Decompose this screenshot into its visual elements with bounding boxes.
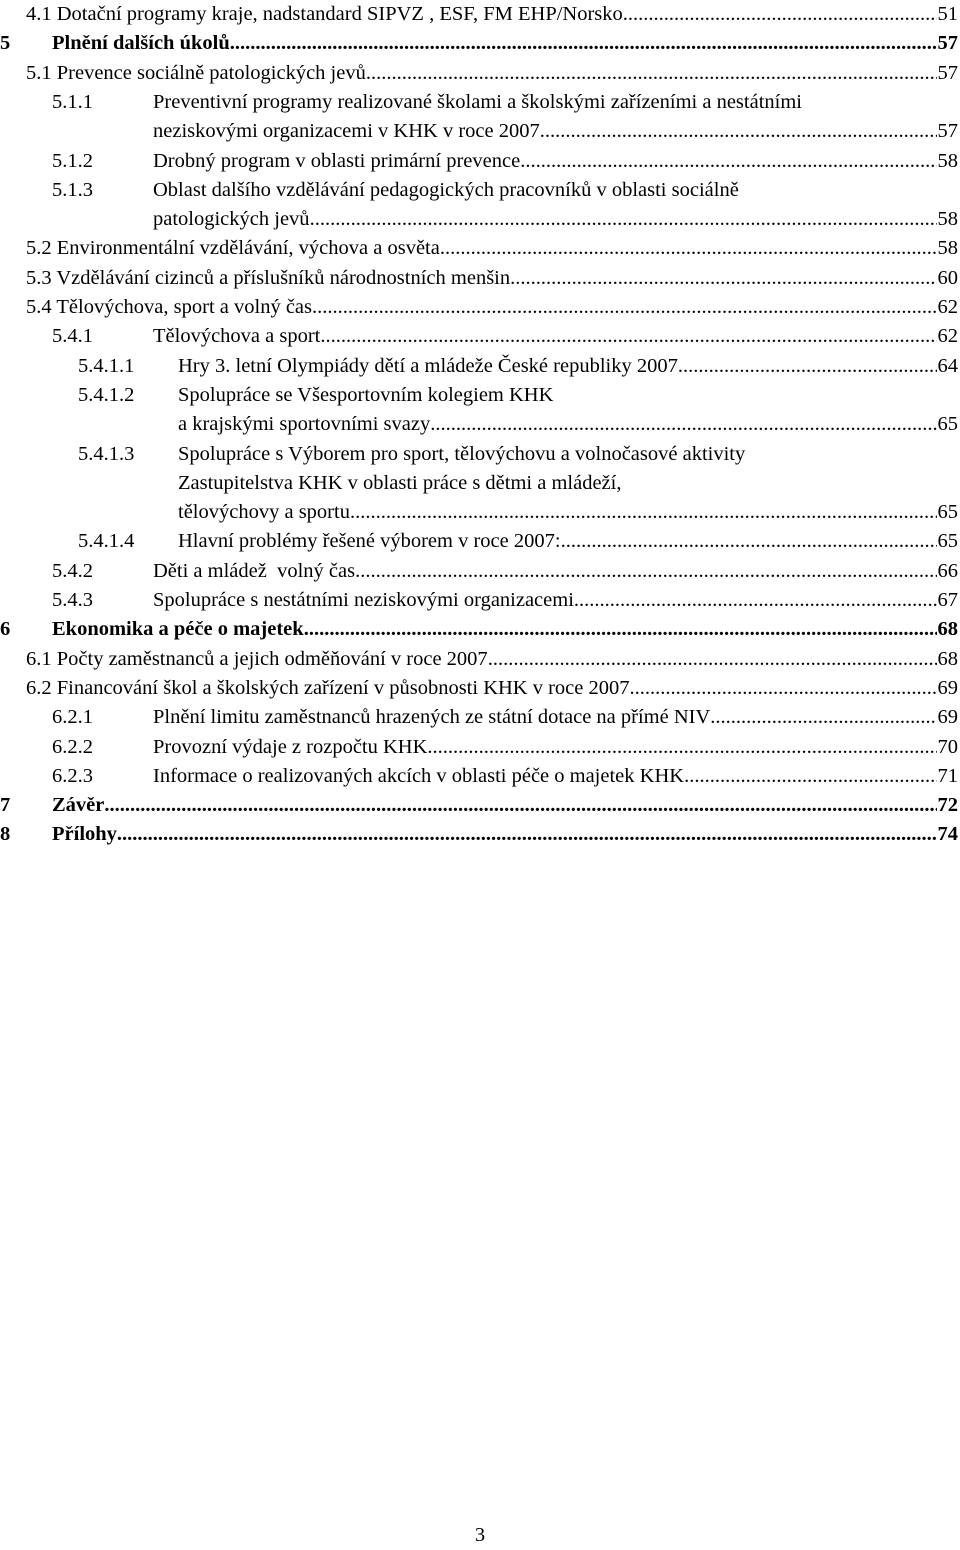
toc-dot-leader (510, 264, 936, 293)
toc-entry-number: 6 (0, 618, 11, 641)
toc-entry-title: Plnění limitu zaměstnanců hrazených ze státní dotace na přímé NIV (153, 706, 711, 729)
toc-entry[interactable] (0, 293, 960, 322)
toc-dot-leader (427, 733, 936, 762)
toc-entry[interactable] (0, 527, 960, 556)
toc-dot-leader (440, 234, 937, 263)
toc-entry-line (153, 176, 739, 205)
toc-page-number: 72 (937, 794, 958, 817)
toc-page-number: 68 (937, 647, 958, 670)
toc-dot-leader (623, 0, 937, 29)
toc-entry-line (26, 264, 958, 293)
toc-entry[interactable] (0, 674, 960, 703)
toc-page-number: 58 (937, 237, 958, 260)
toc-entry[interactable] (0, 234, 960, 263)
toc-dot-leader (574, 586, 937, 615)
toc-entry[interactable] (0, 29, 960, 58)
toc-dot-leader (540, 117, 937, 146)
toc-entry[interactable] (0, 733, 960, 762)
toc-entry-line (153, 117, 958, 146)
toc-dot-leader (312, 293, 937, 322)
toc-page-number: 69 (937, 706, 958, 729)
toc-entry[interactable] (0, 703, 960, 732)
toc-entry-line (153, 147, 958, 176)
toc-dot-leader (117, 820, 937, 849)
toc-page-number: 62 (937, 296, 958, 318)
toc-entry-number: 5.1.1 (52, 90, 93, 113)
toc-page-number: 67 (937, 589, 958, 611)
toc-entry-title: Ekonomika a péče o majetek (52, 618, 304, 641)
toc-entry-line (26, 0, 958, 29)
toc-entry-number: 8 (0, 823, 11, 846)
toc-page-number: 57 (937, 120, 958, 143)
toc-entry-line (178, 498, 958, 527)
toc-entry-title: 5.1 Prevence sociálně patologických jevů (26, 61, 366, 84)
toc-entry-line (153, 205, 958, 234)
toc-entry[interactable] (0, 557, 960, 586)
toc-entry-title: neziskovými organizacemi v KHK v roce 2007 (153, 120, 540, 143)
toc-entry-line (153, 322, 958, 351)
toc-entry-line (153, 733, 958, 762)
toc-dot-leader (320, 322, 936, 351)
toc-entry-line (153, 762, 958, 791)
toc-entry[interactable] (0, 791, 960, 820)
toc-entry[interactable] (0, 820, 960, 849)
toc-entry[interactable] (0, 615, 960, 644)
toc-entry-number: 5.4.1 (52, 325, 93, 348)
toc-entry-title: 5.4 Tělovýchova, sport a volný čas (26, 296, 312, 318)
toc-page-number: 57 (937, 32, 958, 55)
toc-entry-title: Spolupráce s nestátními neziskovými organizacemi (153, 589, 574, 611)
toc-page-number: 71 (937, 764, 958, 787)
toc-entry-title: 6.2 Financování škol a školských zařízení v působnosti KHK v roce 2007 (26, 676, 630, 699)
toc-entry-title: Spolupráce se Všesportovním kolegiem KHK (178, 383, 554, 406)
toc-entry-title: a krajskými sportovními svazy (178, 413, 431, 436)
toc-dot-leader (350, 498, 937, 527)
toc-entry-number: 7 (0, 794, 11, 817)
toc-entry-line (26, 234, 958, 263)
toc-entry-line (26, 645, 958, 674)
toc-entry-number: 5.4.1.4 (78, 530, 135, 553)
toc-dot-leader (430, 410, 936, 439)
toc-entry[interactable] (0, 322, 960, 351)
toc-page-number: 68 (937, 618, 958, 641)
toc-dot-leader (520, 147, 936, 176)
toc-entry-title: Preventivní programy realizované školami a školskými zařízeními a nestátními (153, 90, 802, 113)
toc-entry-title: Přílohy (52, 823, 117, 846)
toc-entry[interactable] (0, 586, 960, 615)
toc-page-number: 66 (937, 559, 958, 582)
toc-entry-title: Plnění dalších úkolů (52, 32, 230, 55)
toc-entry-number: 5.4.1.1 (78, 354, 135, 377)
toc-page-number: 69 (937, 676, 958, 699)
toc-entry-title: Provozní výdaje z rozpočtu KHK (153, 735, 428, 758)
toc-entry-line (178, 352, 958, 381)
toc-entry-title: Oblast dalšího vzdělávání pedagogických pracovníků v oblasti sociálně (153, 178, 739, 201)
toc-entry-line (153, 557, 958, 586)
toc-entry-title: Informace o realizovaných akcích v oblasti péče o majetek KHK (153, 764, 685, 787)
toc-entry-line (153, 586, 958, 615)
toc-entry-line (178, 410, 958, 439)
toc-page-number: 74 (937, 823, 958, 846)
toc-entry-number: 6.2.3 (52, 764, 93, 787)
toc-entry[interactable] (0, 762, 960, 791)
toc-entry-number: 5.4.2 (52, 559, 93, 582)
toc-entry-line (52, 820, 958, 849)
toc-page-number: 58 (937, 149, 958, 172)
toc-entry-number: 6.2.1 (52, 706, 93, 729)
toc-entry-title: Tělovýchova a sport (153, 325, 321, 348)
toc-dot-leader (710, 703, 936, 732)
toc-entry[interactable] (0, 147, 960, 176)
toc-entry-title: Drobný program v oblasti primární prevence (153, 149, 521, 172)
toc-entry-line (178, 440, 745, 469)
toc-entry-line (52, 615, 958, 644)
toc-entry[interactable] (0, 264, 960, 293)
toc-entry-title: Hlavní problémy řešené výborem v roce 2007: (178, 530, 561, 553)
toc-page-number: 51 (937, 3, 958, 25)
toc-entry-line (153, 88, 802, 117)
toc-entry-title: Spolupráce s Výborem pro sport, tělovýchovu a volnočasové aktivity (178, 442, 746, 465)
toc-entry-number: 6.2.2 (52, 735, 93, 758)
toc-entry-title: 4.1 Dotační programy kraje, nadstandard SIPVZ , ESF, FM EHP/Norsko (26, 3, 623, 25)
toc-entry[interactable] (0, 88, 960, 147)
toc-dot-leader (355, 557, 936, 586)
toc-page-number: 70 (937, 735, 958, 758)
toc-entry-title: patologických jevů (153, 208, 310, 231)
toc-page-number: 57 (937, 61, 958, 84)
toc-entry-line (178, 527, 958, 556)
toc-entry-number: 5.4.1.3 (78, 442, 135, 465)
toc-entry-title: Zastupitelstva KHK v oblasti práce s dětmi a mládeží, (178, 471, 622, 494)
toc-entry[interactable] (0, 440, 960, 528)
toc-entry[interactable] (0, 381, 960, 440)
toc-dot-leader (684, 762, 936, 791)
toc-entry-title: Děti a mládež volný čas (153, 559, 356, 582)
toc-entry-title: Hry 3. letní Olympiády dětí a mládeže České republiky 2007 (178, 354, 678, 377)
toc-dot-leader (104, 791, 936, 820)
toc-entry-line (178, 381, 553, 410)
toc-dot-leader (630, 674, 937, 703)
toc-entry[interactable] (0, 176, 960, 235)
toc-entry[interactable] (0, 645, 960, 674)
toc-entry-line (26, 674, 958, 703)
page-number: 3 (474, 1524, 486, 1546)
toc-page-number: 60 (937, 266, 958, 289)
toc-entry-line (26, 293, 958, 322)
toc-entry-line (178, 469, 621, 498)
toc-entry-number: 5.4.3 (52, 589, 93, 611)
toc-dot-leader (366, 59, 937, 88)
toc-entry-title: tělovýchovy a sportu (178, 501, 350, 524)
toc-dot-leader (230, 29, 937, 58)
toc-entry-number: 5 (0, 32, 11, 55)
toc-dot-leader (488, 645, 937, 674)
toc-page-number: 58 (937, 208, 958, 231)
toc-entry-number: 5.4.1.2 (78, 383, 135, 406)
toc-entry-line (52, 791, 958, 820)
toc-dot-leader (304, 615, 937, 644)
toc-dot-leader (561, 527, 937, 556)
toc-dot-leader (310, 205, 937, 234)
toc-entry-title: 5.2 Environmentální vzdělávání, výchova a osvěta (26, 237, 440, 260)
toc-entry-number: 5.1.3 (52, 178, 93, 201)
toc-dot-leader (678, 352, 937, 381)
toc-entry-line (26, 59, 958, 88)
toc-page-number: 65 (937, 501, 958, 524)
toc-entry-title: 6.1 Počty zaměstnanců a jejich odměňování v roce 2007 (26, 647, 488, 670)
toc-entry-line (153, 703, 958, 732)
toc-page-number: 62 (937, 325, 958, 348)
toc-page-number: 64 (937, 354, 958, 377)
toc-page-number: 65 (937, 413, 958, 436)
toc-entry[interactable] (0, 0, 960, 29)
toc-entry[interactable] (0, 352, 960, 381)
toc-entry-number: 5.1.2 (52, 149, 93, 172)
toc-entry[interactable] (0, 59, 960, 88)
toc-entry-title: Závěr (52, 794, 105, 817)
toc-entry-title: 5.3 Vzdělávání cizinců a příslušníků národnostních menšin (26, 266, 511, 289)
toc-entry-line (52, 29, 958, 58)
toc-page-number: 65 (937, 530, 958, 553)
